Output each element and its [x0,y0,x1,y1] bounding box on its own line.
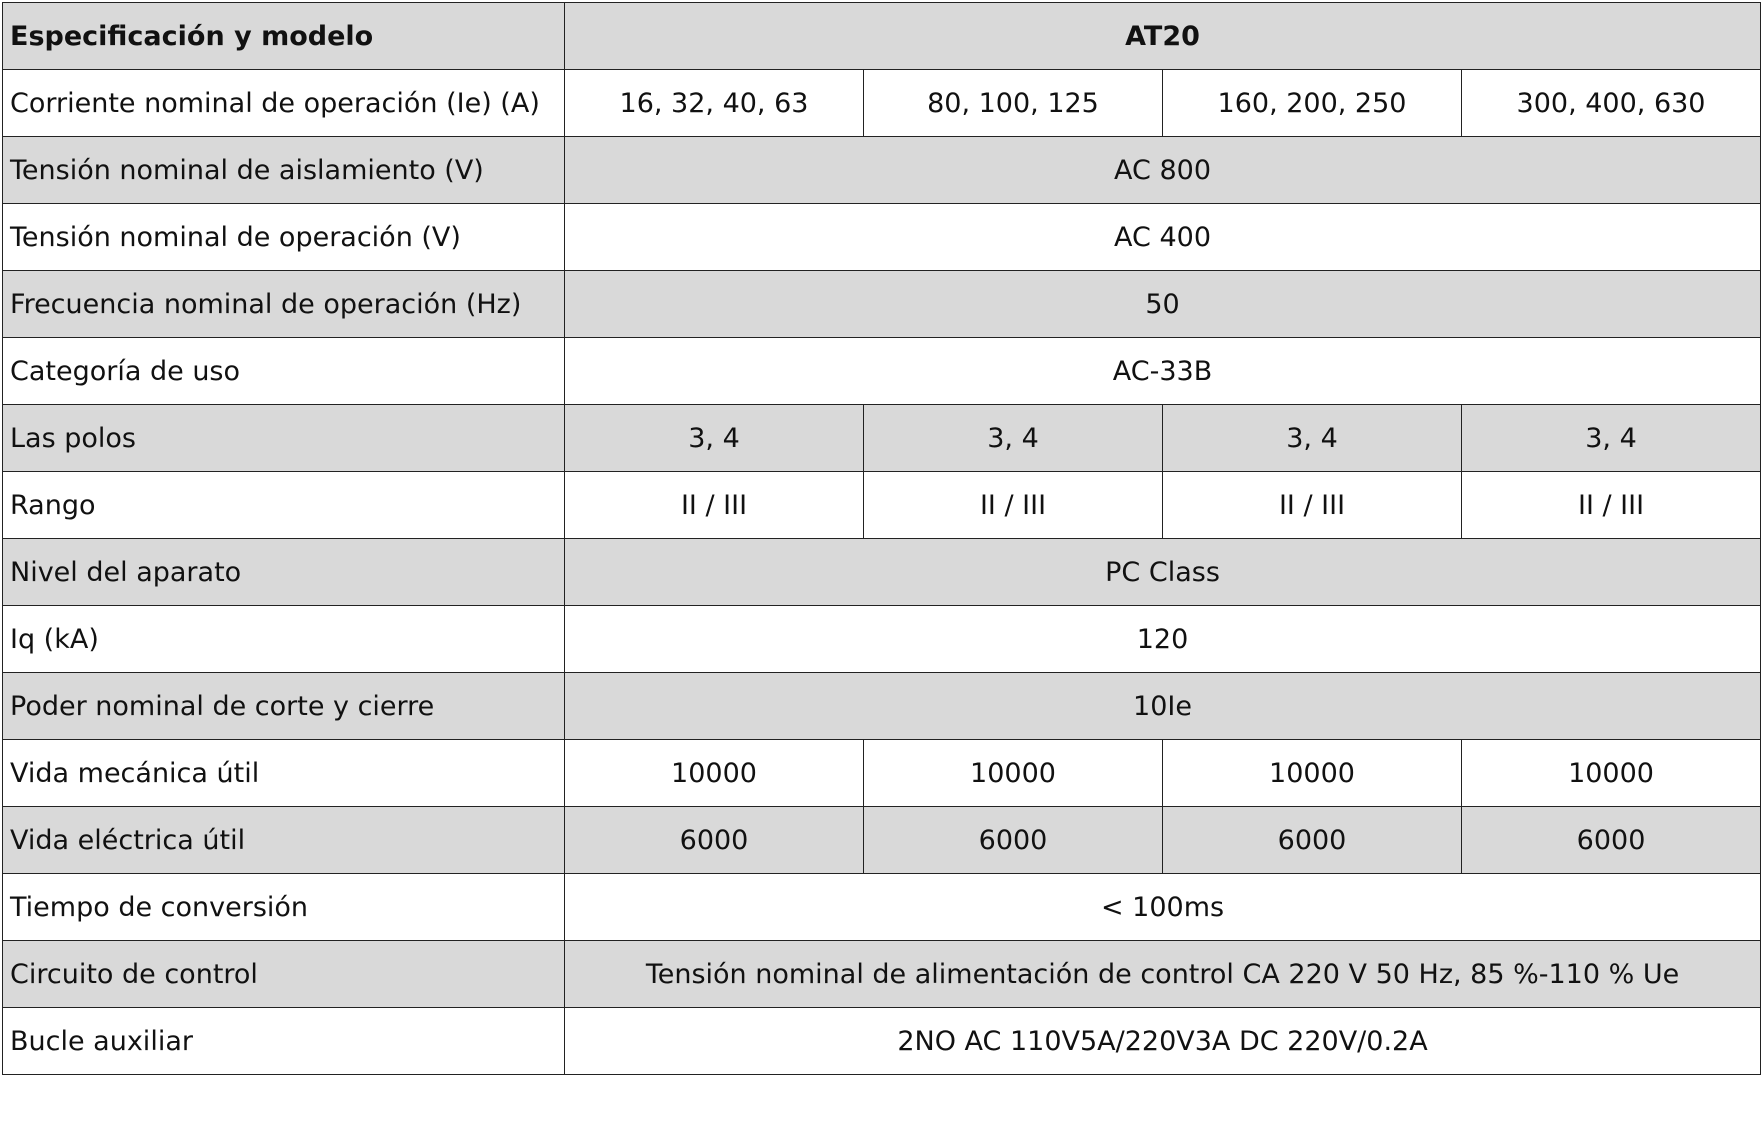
row-value: < 100ms [565,874,1761,941]
row-label: Frecuencia nominal de operación (Hz) [3,271,565,338]
row-value: AC 400 [565,204,1761,271]
row-value: 10Ie [565,673,1761,740]
row-label: Tensión nominal de operación (V) [3,204,565,271]
row-value: II / III [864,472,1163,539]
table-row [3,204,1761,271]
header-label-cell: Especificación y modelo [3,3,565,70]
table-row [3,807,1761,874]
table-row [3,137,1761,204]
row-label: Las polos [3,405,565,472]
row-value: PC Class [565,539,1761,606]
row-value: II / III [565,472,864,539]
row-label: Circuito de control [3,941,565,1008]
row-value: 10000 [565,740,864,807]
table-row [3,271,1761,338]
row-value: 3, 4 [1163,405,1462,472]
row-value: 6000 [1462,807,1761,874]
row-label: Poder nominal de corte y cierre [3,673,565,740]
row-value: 120 [565,606,1761,673]
row-value: 3, 4 [1462,405,1761,472]
table-row [3,70,1761,137]
row-label: Nivel del aparato [3,539,565,606]
table-row [3,606,1761,673]
table-row [3,874,1761,941]
row-value: AC-33B [565,338,1761,405]
row-value: 3, 4 [864,405,1163,472]
row-label: Corriente nominal de operación (Ie) (A) [3,70,565,137]
row-value: 10000 [864,740,1163,807]
row-value: Tensión nominal de alimentación de control CA 220 V 50 Hz, 85 %-110 % Ue [565,941,1761,1008]
row-value: 3, 4 [565,405,864,472]
row-label: Rango [3,472,565,539]
row-value: 6000 [864,807,1163,874]
row-value: II / III [1462,472,1761,539]
row-value: 6000 [565,807,864,874]
row-label: Categoría de uso [3,338,565,405]
row-value: 50 [565,271,1761,338]
row-label: Iq (kA) [3,606,565,673]
row-value: 10000 [1462,740,1761,807]
table-row [3,740,1761,807]
table-row [3,1008,1761,1075]
row-label: Vida mecánica útil [3,740,565,807]
table-row [3,338,1761,405]
table-row [3,405,1761,472]
table-row [3,539,1761,606]
row-value: AC 800 [565,137,1761,204]
specification-table [2,2,1761,1075]
row-value: II / III [1163,472,1462,539]
table-row [3,472,1761,539]
table-header-row [3,3,1761,70]
row-value: 6000 [1163,807,1462,874]
row-label: Bucle auxiliar [3,1008,565,1075]
row-value: 10000 [1163,740,1462,807]
row-label: Tiempo de conversión [3,874,565,941]
row-value: 16, 32, 40, 63 [565,70,864,137]
header-model-cell: AT20 [565,3,1761,70]
row-label: Tensión nominal de aislamiento (V) [3,137,565,204]
row-value: 160, 200, 250 [1163,70,1462,137]
row-value: 80, 100, 125 [864,70,1163,137]
table-row [3,673,1761,740]
row-label: Vida eléctrica útil [3,807,565,874]
row-value: 300, 400, 630 [1462,70,1761,137]
row-value: 2NO AC 110V5A/220V3A DC 220V/0.2A [565,1008,1761,1075]
table-row [3,941,1761,1008]
